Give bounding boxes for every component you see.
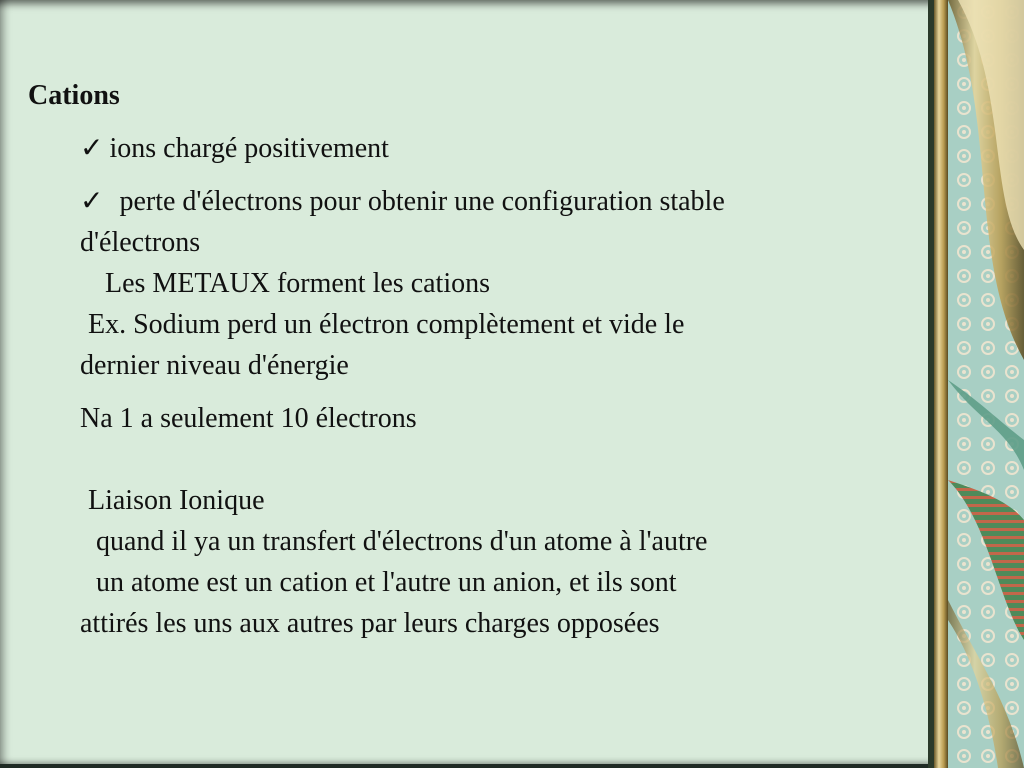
text-line: un atome est un cation et l'autre un anion, et ils sont [96,567,677,598]
text-line: dernier niveau d'énergie [80,350,349,381]
text-line: Ex. Sodium perd un électron complètement et vide le [88,309,685,340]
text-line: attirés les uns aux autres par leurs charges opposées [80,608,660,639]
page-title: Cations [28,80,120,111]
bullet-item [80,135,389,163]
text-line: Na 1 a seulement 10 électrons [80,403,417,434]
check-icon: ✓ [80,133,104,164]
bullet-item [80,188,725,216]
text-line: d'électrons [80,227,201,258]
text-line: Liaison Ionique [88,485,265,516]
decorative-border [928,0,1024,768]
text-line: Les METAUX forment les cations [105,268,490,299]
check-icon: ✓ [80,186,104,217]
bullet-text: ions chargé positivement [109,133,389,164]
text-line: quand il ya un transfert d'électrons d'un atome à l'autre [96,526,708,557]
bullet-text: perte d'électrons pour obtenir une configuration stable [119,186,725,217]
